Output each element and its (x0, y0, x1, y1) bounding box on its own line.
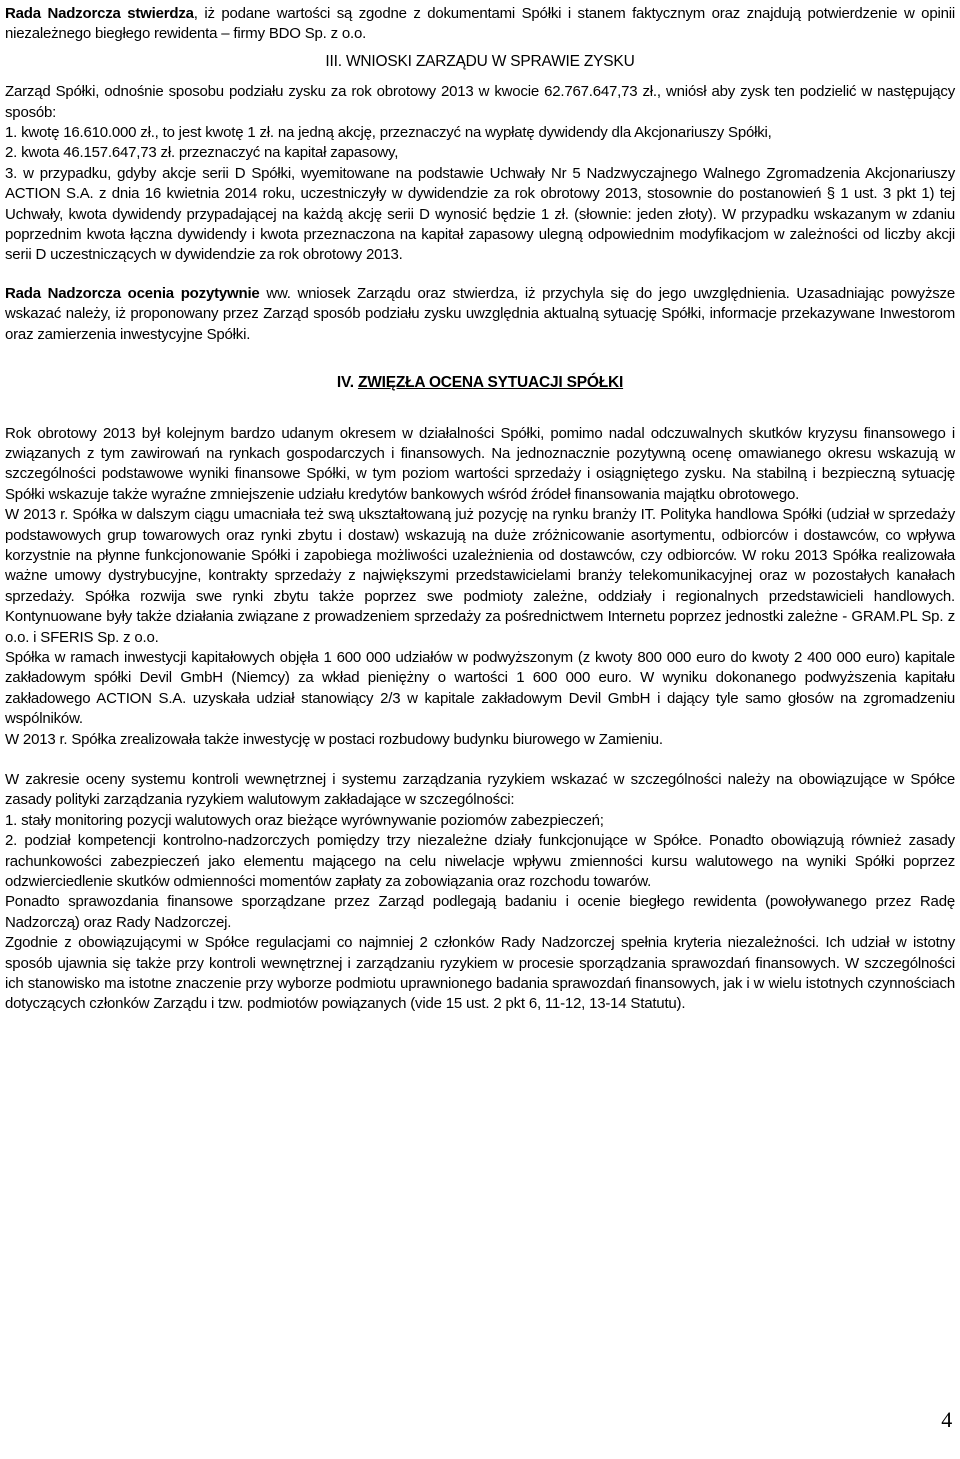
section-4-title: ZWIĘZŁA OCENA SYTUACJI SPÓŁKI (357, 374, 624, 392)
intro-bold-lead: Rada Nadzorcza stwierdza (5, 5, 194, 22)
intro-text: , iż podane wartości są zgodne z dokumentami Spółki i stanem faktycznym oraz znajdują potwierdzenie w opinii niezależnego biegłego rewidenta – firmy BDO Sp. z o.o. (5, 5, 955, 43)
intro-paragraph (5, 4, 955, 45)
section-4-paragraph-3: Spółka w ramach inwestycji kapitałowych objęła 1 600 000 udziałów w podwyższonym (z kwoty 800 000 euro do kwoty 2 400 000 euro) kapitale zakładowym spółki Devil GmbH (Niemcy) za wkład pieniężny o wartości 1 600 000 euro. W wyniku dokonanego podwyższenia kapitału zakładowego ACTION S.A. uzyskała udział stanowiący 2/3 w kapitale zakładowym Devil GmbH i dający tyle samo głosów na zgromadzeniu wspólników. (5, 648, 955, 728)
section-4-paragraph-1: Rok obrotowy 2013 był kolejnym bardzo udanym okresem w działalności Spółki, pomimo nadal odczuwalnych skutków kryzysu finansowego i związanych z tym zawirowań na rynkach gospodarczych i finansowych. Na jednoznacznie pozytywną ocenę omawianego okresu wskazują w szczególności podstawowe wyniki finansowe Spółki, w tym poziom wartości sprzedaży i osiągniętego zysku. Na stabilną i bezpieczną sytuację Spółki wskazuje także wyraźne zmniejszenie udziału kredytów bankowych wśród źródeł finansowania majątku obrotowego. (5, 424, 955, 503)
internal-control-item-1: 1. stały monitoring pozycji walutowych oraz bieżące wyrównywanie poziomów zabezpieczeń; (5, 811, 604, 829)
proposal-item-1: 1. kwotę 16.610.000 zł., to jest kwotę 1 zł. na jedną akcję, przeznaczyć na wypłatę dywidendy dla Akcjonariuszy Spółki, (5, 124, 772, 142)
section-4-paragraph-2: W 2013 r. Spółka w dalszym ciągu umacniała też swą ukształtowaną już pozycję na rynku branży IT. Polityka handlowa Spółki (udział w sprzedaży podstawowych grup towarowych oraz rynki zbytu i dostaw) wskazują na duże zróżnicowanie asortymentu, odbiorców i dostawców, co wpływa korzystnie na płynne funkcjonowanie Spółki i zapobiega możliwości uzależnienia od dostawców, czy odbiorców. W roku 2013 Spółka realizowała ważne umowy dystrybucyjne, kontrakty sprzedaży z największymi przedstawicielami branży telekomunikacyjnej oraz w pozostałych kanałach sprzedaży. Spółka rozwija swe rynki zbytu także poprzez swe podmioty zależne, oddziały i regionalnych przedstawicieli handlowych. Kontynuowane były także działania związane z prowadzeniem sprzedaży za pośrednictwem Internetu poprzez jednostki zależne - GRAM.PL Sp. z o.o. i SFERIS Sp. z o.o. (5, 506, 955, 646)
internal-control-item-2: 2. podział kompetencji kontrolno-nadzorczych pomiędzy trzy niezależne działy funkcjonujące w Spółce. Ponadto obowiązują również zasady rachunkowości zabezpieczeń jako elementu mającego na celu niwelacje wpływu zmienności kursu walutowego na wyniki Spółki poprzez odzwierciedlenie skutków odmienności momentów zapłaty za zobowiązania oraz rozchodu towarów. (5, 832, 955, 891)
board-opinion-bold: Rada Nadzorcza ocenia pozytywnie (5, 284, 260, 302)
proposal-item-3: 3. w przypadku, gdyby akcje serii D Spółki, wyemitowane na podstawie Uchwały Nr 5 Nadzwyczajnego Walnego Zgromadzenia Akcjonariuszy ACTION S.A. z dnia 16 kwietnia 2014 roku, uczestniczyły w dywidendzie za rok obrotowy 2013, stosownie do postanowień § 1 ust. 3 pkt 1) tej Uchwały, kwota dywidendy przypadającej na każdą akcję serii D wynosić będzie 1 zł. (słownie: jeden złoty). W przypadku wskazanym w zdaniu poprzednim kwota łączna dywidendy i kwota przeznaczona na kapitał zapasowy ulegną odpowiednim modyfikacjom w zależności od liczby akcji serii D uczestniczących w dywidendzie za rok obrotowy 2013. (5, 164, 955, 264)
board-opinion-paragraph (5, 284, 955, 345)
internal-control-paragraph: W zakresie oceny systemu kontroli wewnętrznej i systemu zarządzania ryzykiem wskazać w szczególności należy na obowiązujące w Spółce zasady polityki zarządzania ryzykiem walutowym zakładające w szczególności: (5, 771, 955, 809)
audit-paragraph: Ponadto sprawozdania finansowe sporządzane przez Zarząd podlegają badaniu i ocenie biegłego rewidenta (powoływanego przez Radę Nadzorczą) oraz Rady Nadzorczej. (5, 893, 955, 931)
section-3-number: III. (325, 52, 342, 70)
section-4-number: IV. (336, 374, 354, 392)
section-3-title: WNIOSKI ZARZĄDU W SPRAWIE ZYSKU (341, 52, 635, 70)
independence-paragraph: Zgodnie z obowiązującymi w Spółce regulacjami co najmniej 2 członków Rady Nadzorczej spełnia kryteria niezależności. Ich udział w istotny sposób ujawnia się także przy kontroli wewnętrznej i zarządzaniu ryzykiem w procesie sporządzania sprawozdań finansowych. W szczególności ich stanowisko ma istotne znaczenie przy wyborze podmiotu uprawnionego badania sprawozdań finansowych, jak i w wielu istotnych czynnościach dotyczących członków Zarządu i tzw. podmiotów powiązanych (vide 15 ust. 2 pkt 6, 11-12, 13-14 Statutu). (5, 934, 955, 1013)
section-3-intro: Zarząd Spółki, odnośnie sposobu podziału zysku za rok obrotowy 2013 w kwocie 62.767.647,73 zł., wniósł aby zysk ten podzielić w następujący sposób: (5, 83, 955, 121)
section-4-paragraph-4: W 2013 r. Spółka zrealizowała także inwestycję w postaci rozbudowy budynku biurowego w Zamieniu. (5, 730, 663, 748)
proposal-item-2: 2. kwota 46.157.647,73 zł. przeznaczyć na kapitał zapasowy, (5, 144, 399, 162)
section-4-heading (5, 373, 955, 393)
section-3-heading (5, 52, 955, 72)
page-number: 4 (941, 1407, 952, 1432)
board-opinion-text: ww. wniosek Zarządu oraz stwierdza, iż przychyla się do jego uwzględnienia. Uzasadniając powyższe wskazać należy, iż proponowany przez Zarząd sposób podziału zysku uwzględnia aktualną sytuację Spółki, informacje przekazywane Inwestorom oraz zamierzenia inwestycyjne Spółki. (5, 284, 955, 343)
